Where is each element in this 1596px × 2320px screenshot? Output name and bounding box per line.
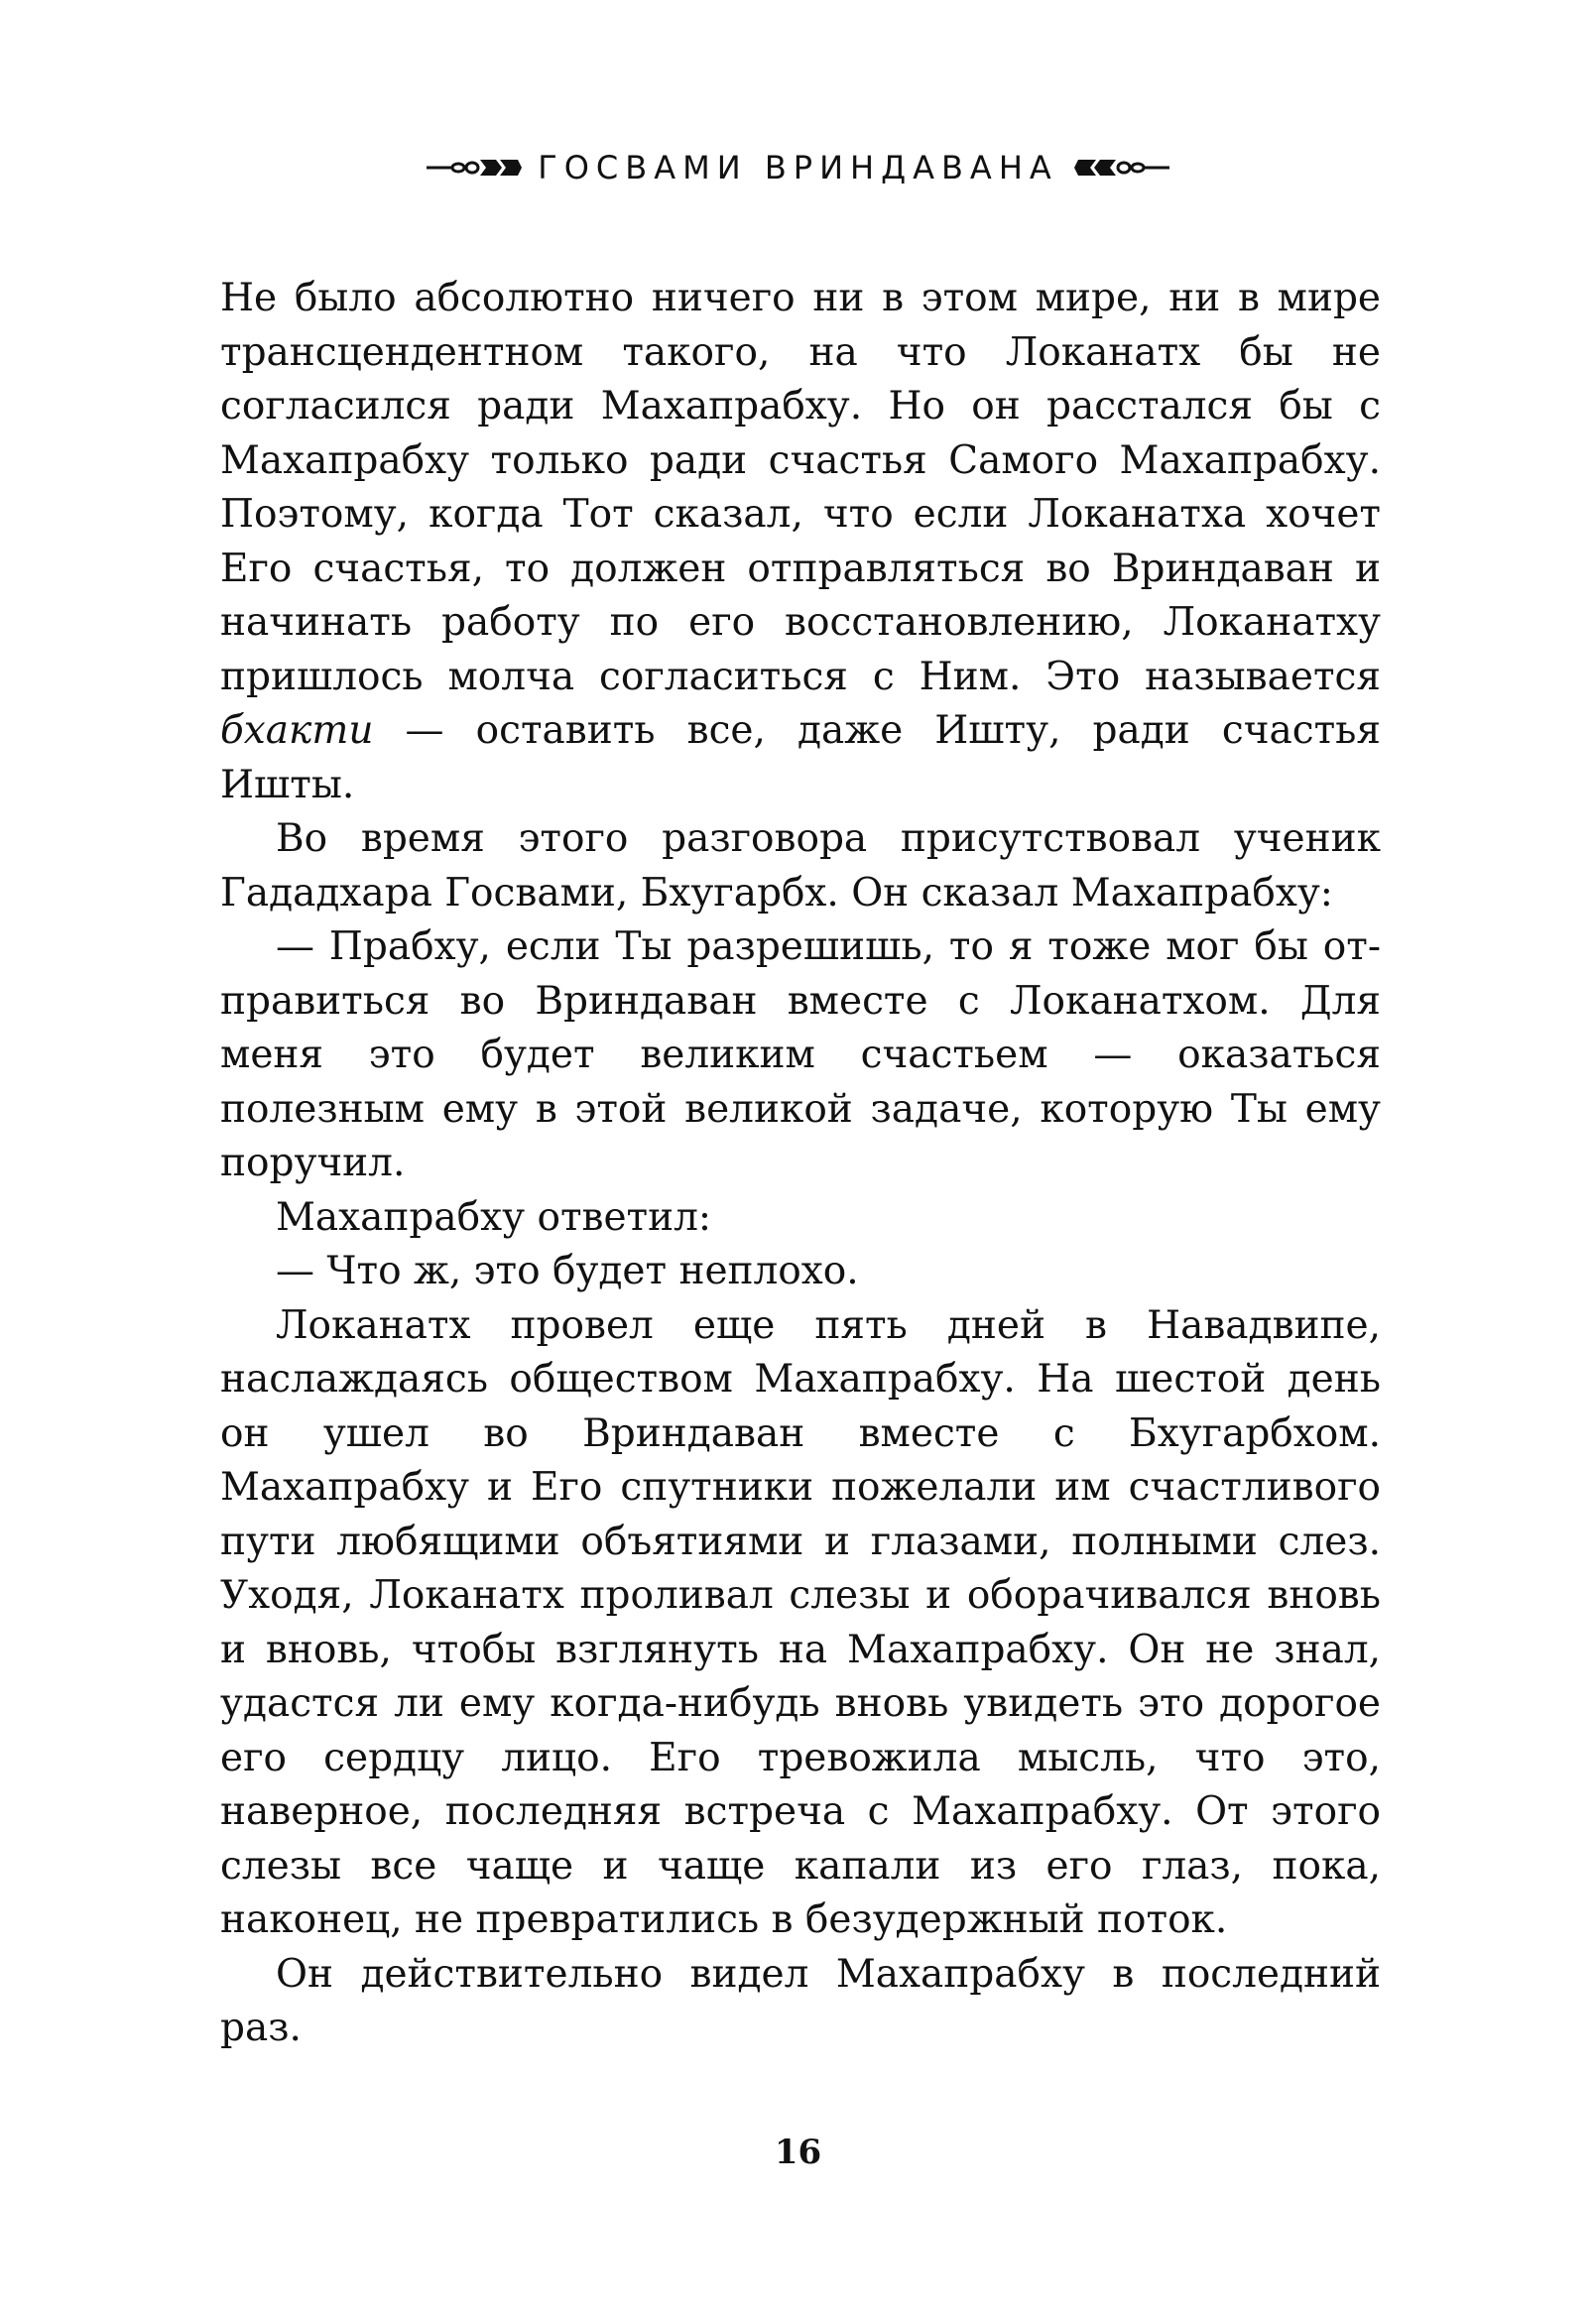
paragraph-2: Во время этого разговора присутствовал ученик Гададхара Госвами, Бхугарбх. Он сказал Махапрабху: <box>220 816 1381 916</box>
paragraph-4: Махапрабху ответил: <box>276 1194 712 1240</box>
paragraph-1-italic-term: бхакти <box>220 708 374 753</box>
running-head-title: ГОСВАМИ ВРИНДАВАНА <box>538 149 1058 186</box>
paragraph-1-text-end: — оставить все, даже Ишту, ради счастья Ишты. <box>220 708 1381 807</box>
running-head <box>0 149 1596 186</box>
paragraph-1 <box>220 272 1381 812</box>
right-flourish-icon <box>1074 157 1169 179</box>
body-text <box>220 272 1381 2056</box>
paragraph-6: Локанатх провел еще пять дней в Навадвипе, наслаждаясь обществом Махапрабху. На шестой день он ушел во Вриндаван вместе с Бхугарбхом. Махапрабху и Его спутники пожелали им счастливого пути любящими объятиями и глазами, полными слез. Уходя, Локанатх проливал слезы и оборачивался вновь и вновь, чтобы взглянуть на Махапрабху. Он не знал, удастся ли ему когда-нибудь вновь увидеть это дорогое его сердцу лицо. Его тревожила мысль, что это, наверное, последняя встреча с Махапрабху. От этого слезы все чаще и чаще капали из его глаз, пока, наконец, не превратились в безудержный поток. <box>220 1302 1381 1942</box>
left-flourish-icon <box>427 157 522 179</box>
paragraph-1-text: Не было абсолютно ничего ни в этом мире, ни в мире трансцендентном такого, на что Локанатх бы не согласился ради Махапрабху. Но он расстался бы с Махапрабху только ради счастья Самого Махапрабху. Поэтому, когда Тот сказал, что если Локанатха хочет Его счастья, то должен отправляться во Вриндаван и начинать работу по его восстановлению, Локанатху пришлось молча согласиться с Ним. Это называется <box>220 276 1381 699</box>
paragraph-5: — Что ж, это будет неплохо. <box>276 1249 859 1293</box>
paragraph-3: — Прабху, если Ты разрешишь, то я тоже мог бы отправиться во Вриндаван вместе с Локанатхом. Для меня это будет великим счастьем — оказаться полезным ему в этой великой задаче, которую Ты ему поручил. <box>220 924 1381 1185</box>
page-number: 16 <box>774 2133 822 2172</box>
paragraph-7: Он действительно видел Махапрабху в последний раз. <box>220 1951 1381 2050</box>
